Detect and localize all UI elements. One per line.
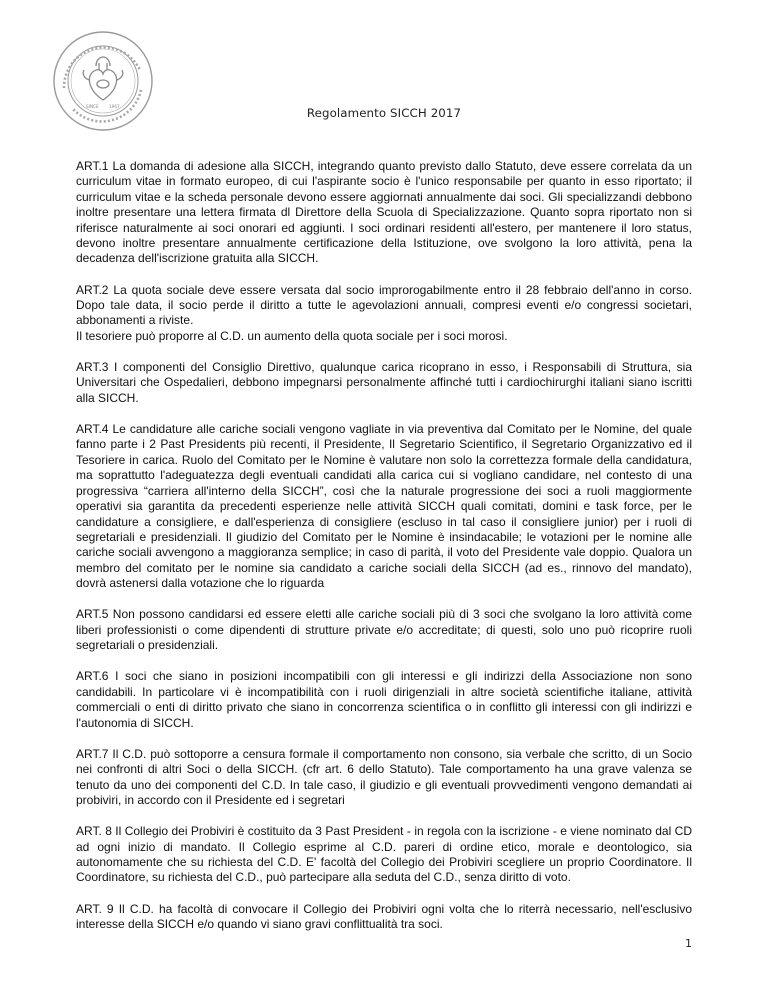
article-7: ART.7 Il C.D. può sottoporre a censura formale il comportamento non consono, sia verbale che scritto, di un Socio nei confronti di altri Soci o della SICCH. (cfr art. 6 dello Statuto). Tale comportamento ha una grave valenza se tenuto da uno dei componenti del C.D. In tale caso, il giudizio e gli eventuali provvedimenti vengono demandati ai probiviri, in accordo con il Presidente ed i segretari	[76, 746, 692, 807]
svg-text:SINCE: SINCE	[86, 104, 99, 109]
article-5: ART.5 Non possono candidarsi ed essere eletti alle cariche sociali più di 3 soci che svolgano la loro attività come liberi professionisti o come dipendenti di strutture private e/o accreditate; di questi, solo uno può ricoprire ruoli segretariali o presidenziali.	[76, 607, 692, 653]
article-8: ART. 8 Il Collegio dei Probiviri è costituito da 3 Past President - in regola con la iscrizione - e viene nominato dal CD ad ogni inizio di mandato. Il Collegio esprime al C.D. pareri di ordine etico, morale e deontologico, sia autonomamente che su richiesta del C.D. E' facoltà del Collegio dei Probiviri scegliere un proprio Coordinatore. Il Coordinatore, su richiesta del C.D., può partecipare alla seduta del C.D., senza diritto di voto.	[76, 824, 692, 885]
article-2: ART.2 La quota sociale deve essere versata dal socio improrogabilmente entro il 28 febbraio dell'anno in corso. Dopo tale data, il socio perde il diritto a tutte le agevolazioni annuali, compresi eventi e/o congressi societari, abbonamenti a riviste. Il tesoriere può proporre al C.D. un aumento della quota sociale per i soci morosi.	[76, 282, 692, 343]
svg-text:1967: 1967	[109, 104, 120, 109]
document-title: Regolamento SICCH 2017	[306, 106, 462, 120]
article-3: ART.3 I componenti del Consiglio Direttivo, qualunque carica ricoprano in esso, i Responsabili di Struttura, sia Universitari che Ospedalieri, debbono impegnarsi personalmente affinché tutti i cardiochirurghi italiani siano iscritti alla SICCH.	[76, 360, 692, 405]
page-number: 1	[685, 937, 692, 950]
article-4: ART.4 Le candidature alle cariche sociali vengono vagliate in via preventiva dal Comitato per le Nomine, del quale fanno parte i 2 Past Presidents più recenti, il Presidente, Il Segretario Scientifico, il Segretario Organizzativo ed il Tesoriere in carica. Ruolo del Comitato per le Nomine è valutare non solo la correttezza formale della candidatura, ma soprattutto l'adeguatezza degli eventuali candidati alla carica cui si vogliano candidare, nel contesto di una progressiva “carriera all'interno della SICCH”, così che la naturale progressione dei soci a ruoli maggiormente operativi sia garantita da precedenti esperienze nelle attività SICCH quali comitati, domini e task force, per le candidature a consigliere, e dall'esperienza di consigliere (escluso in tal caso il consigliere junior) per i ruoli di segretariali e presidenziali. Il giudizio del Comitato per le Nomine è insindacabile; le votazioni per le nomine alle cariche sociali avvengono a maggioranza semplice; in caso di parità, il voto del Presidente vale doppio. Qualora un membro del comitato per le nomine sia candidato a cariche sociali della SICCH (ad es., rinnovo del mandato), dovrà astenersi dalla votazione che lo riguarda	[76, 422, 692, 591]
article-1: ART.1 La domanda di adesione alla SICCH, integrando quanto previsto dallo Statuto, deve essere correlata da un curriculum vitae in formato europeo, di cui l'aspirante socio è l'unico responsabile per quanto in esso riportato; il curriculum vitae e la scheda personale devono essere aggiornati annualmente dai soci. Gli specializzandi debbono inoltre presentare una lettera firmata dl Direttore della Scuola di Specializzazione. Quanto sopra riportato non si riferisce naturalmente ai soci onorari ed aggiunti. I soci ordinari residenti all'estero, per mantenere il loro status, devono inoltre presentare annualmente certificazione della Istituzione, ove svolgono la loro attività, pena la decadenza dell'iscrizione gratuita alla SICCH.	[76, 159, 692, 266]
article-9: ART. 9 Il C.D. ha facoltà di convocare il Collegio dei Probiviri ogni volta che lo riterrà necessario, nell'esclusivo interesse della SICCH e/o quando vi siano gravi conflittualità tra soci.	[76, 901, 692, 932]
document-body	[76, 159, 692, 932]
article-6: ART.6 I soci che siano in posizioni incompatibili con gli interessi e gli indirizzi della Associazione non sono candidabili. In particolare vi è incompatibilità con i ruoli dirigenziali in altre società scientifiche italiane, attività commerciali o enti di diritto privato che siano in concorrenza scientifica o in conflitto gli interessi con gli indirizzi e l'autonomia di SICCH.	[76, 669, 692, 730]
